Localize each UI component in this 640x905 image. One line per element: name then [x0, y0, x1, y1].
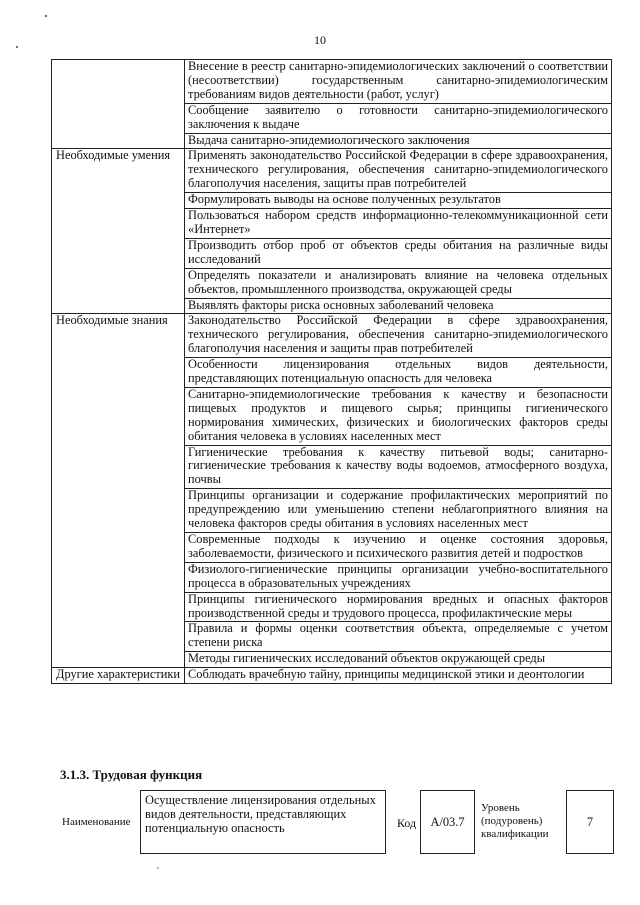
name-label: Наименование [62, 816, 131, 828]
table-cell: Санитарно-эпидемиологические требования к качеству и безопасности пищевых продуктов и пищевого сырья; принципы гигиенического нормирования химических, физических и биологических факторов среды обитания человека в условиях населенных мест [185, 387, 612, 445]
table-cell: Применять законодательство Российской Федерации в сфере здравоохранения, технического регулирования, обеспечения санитарно-эпидемиологического благополучия населения, защиты прав потребителей [185, 149, 612, 193]
level-label: Уровень (подуровень) квалификации [481, 802, 549, 840]
table-cell: Формулировать выводы на основе полученных результатов [185, 193, 612, 209]
table-row [52, 149, 612, 193]
table-cell: Физиолого-гигиенические принципы организации учебно-воспитательного процесса в образовательных учреждениях [185, 562, 612, 592]
table-cell: Методы гигиенических исследований объектов окружающей среды [185, 652, 612, 668]
table-cell: Выявлять факторы риска основных заболеваний человека [185, 298, 612, 314]
table-cell: Соблюдать врачебную тайну, принципы медицинской этики и деонтологии [185, 668, 612, 684]
competency-table [51, 59, 612, 684]
section-title: 3.1.3. Трудовая функция [60, 767, 203, 782]
other-label: Другие характеристики [52, 668, 185, 684]
table-cell: Принципы гигиенического нормирования вредных и опасных факторов производственной среды и трудового процесса, профилактические меры [185, 592, 612, 622]
knowledge-label: Необходимые знания [52, 314, 185, 668]
table-cell: Внесение в реестр санитарно-эпидемиологических заключений о соответствии (несоответствии) государственным санитарно-эпидемиологическим требованиям видов деятельности (работ, услуг) [185, 60, 612, 104]
table-cell: Особенности лицензирования отдельных видов деятельности, представляющих потенциальную опасность для человека [185, 358, 612, 388]
page-number: 10 [314, 33, 326, 47]
table-cell: Производить отбор проб от объектов среды обитания на различные виды исследований [185, 238, 612, 268]
table-cell: Выдача санитарно-эпидемиологического заключения [185, 133, 612, 149]
skills-label: Необходимые умения [52, 149, 185, 314]
empty-label-cell [52, 60, 185, 149]
table-row [52, 60, 612, 104]
code-value-box: А/03.7 [420, 790, 475, 854]
table-cell: Принципы организации и содержание профилактических мероприятий по предупреждению или уменьшению степени неблагоприятного влияния на человека факторов среды обитания в условиях населенных мест [185, 489, 612, 533]
table-cell: Сообщение заявителю о готовности санитарно-эпидемиологического заключения к выдаче [185, 103, 612, 133]
level-value-box: 7 [566, 790, 614, 854]
name-value-box: Осуществление лицензирования отдельных видов деятельности, представляющих потенциальную опасность [140, 790, 386, 854]
code-label: Код [397, 816, 417, 830]
table-row [52, 668, 612, 684]
table-cell: Пользоваться набором средств информационно-телекоммуникационной сети «Интернет» [185, 209, 612, 239]
table-cell: Определять показатели и анализировать влияние на человека отдельных объектов, промышленного производства, окружающей среды [185, 268, 612, 298]
table-cell: Законодательство Российской Федерации в сфере здравоохранения, технического регулирования, обеспечения санитарно-эпидемиологического благополучия населения и защиты прав потребителей [185, 314, 612, 358]
table-cell: Правила и формы оценки соответствия объекта, определяемые с учетом степени риска [185, 622, 612, 652]
table-cell: Современные подходы к изучению и оценке состояния здоровья, заболеваемости, физического и психического развития детей и подростков [185, 533, 612, 563]
table-cell: Гигиенические требования к качеству питьевой воды; санитарно-гигиенические требования к качеству воды водоемов, атмосферного воздуха, почвы [185, 445, 612, 489]
table-row [52, 314, 612, 358]
